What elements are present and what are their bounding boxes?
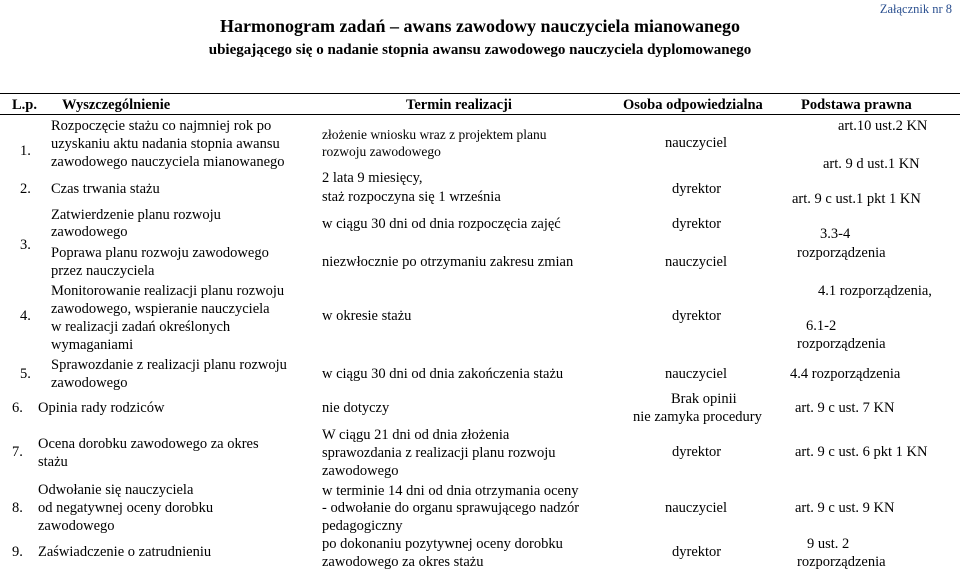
basis-text: rozporządzenia (797, 336, 886, 352)
column-header-basis: Podstawa prawna (801, 97, 912, 113)
header-bottom-border (0, 114, 960, 115)
row-number: 8. (12, 500, 23, 516)
column-header-person: Osoba odpowiedzialna (623, 97, 763, 113)
person-text: dyrektor (672, 444, 722, 460)
item-text: Rozpoczęcie stażu co najmniej rok po (51, 118, 272, 134)
row-number: 9. (12, 544, 23, 560)
item-text: Ocena dorobku zawodowego za okres (38, 436, 259, 452)
column-header-term: Termin realizacji (406, 97, 512, 113)
term-text: sprawozdania z realizacji planu rozwoju (322, 445, 556, 461)
item-text: Zaświadczenie o zatrudnieniu (38, 544, 212, 560)
basis-text: art. 9 c ust.1 pkt 1 KN (792, 191, 921, 207)
item-text: Poprawa planu rozwoju zawodowego (51, 245, 269, 261)
row-number: 5. (20, 366, 31, 382)
term-text: pedagogiczny (322, 518, 403, 534)
attachment-label: Załącznik nr 8 (879, 2, 952, 16)
term-text: po dokonaniu pozytywnej oceny dorobku (322, 536, 563, 552)
page-subtitle: ubiegającego się o nadanie stopnia awansu zawodowego nauczyciela dyplomowanego (208, 42, 752, 58)
term-text: zawodowego za okres stażu (322, 554, 484, 570)
item-text: zawodowego, wspieranie nauczyciela (51, 301, 270, 317)
term-text: - odwołanie do organu sprawującego nadzór (322, 500, 580, 516)
basis-text: art. 9 c ust. 9 KN (795, 500, 895, 516)
item-text: stażu (38, 454, 68, 470)
column-header-lp: L.p. (12, 97, 37, 113)
basis-text: art. 9 c ust. 6 pkt 1 KN (795, 444, 928, 460)
person-text: Brak opinii (671, 391, 737, 407)
term-text: W ciągu 21 dni od dnia złożenia (322, 427, 510, 443)
person-text: nauczyciel (665, 500, 727, 516)
term-text: w ciągu 30 dni od dnia zakończenia stażu (322, 366, 564, 382)
person-text: nie zamyka procedury (633, 409, 762, 425)
term-text: nie dotyczy (322, 400, 390, 416)
term-text: w okresie stażu (322, 308, 412, 324)
person-text: nauczyciel (665, 254, 727, 270)
term-text: w ciągu 30 dni od dnia rozpoczęcia zajęć (322, 216, 561, 232)
item-text: Sprawozdanie z realizacji planu rozwoju (51, 357, 287, 373)
basis-text: 6.1-2 (806, 318, 837, 334)
basis-text: rozporządzenia (797, 245, 886, 261)
term-text: zawodowego (322, 463, 399, 479)
person-text: dyrektor (672, 544, 722, 560)
item-text: zawodowego (51, 375, 128, 391)
term-text: w terminie 14 dni od dnia otrzymania oceny (322, 483, 579, 499)
basis-text: 4.1 rozporządzenia, (818, 283, 932, 299)
item-text: Zatwierdzenie planu rozwoju (51, 207, 221, 223)
item-text: Odwołanie się nauczyciela (38, 482, 194, 498)
item-text: zawodowego nauczyciela mianowanego (51, 154, 285, 170)
basis-text: art. 9 c ust. 7 KN (795, 400, 895, 416)
basis-text: rozporządzenia (797, 554, 886, 570)
row-number: 4. (20, 308, 31, 324)
page-title: Harmonogram zadań – awans zawodowy nauczyciela mianowanego (220, 16, 740, 36)
person-text: nauczyciel (665, 135, 727, 151)
term-text: 2 lata 9 miesięcy, (322, 170, 423, 186)
row-number: 7. (12, 444, 23, 460)
item-text: zawodowego (51, 224, 128, 240)
basis-text: 4.4 rozporządzenia (790, 366, 901, 382)
row-number: 2. (20, 181, 31, 197)
item-text: w realizacji zadań określonych (51, 319, 231, 335)
term-text: niezwłocznie po otrzymaniu zakresu zmian (322, 254, 574, 270)
row-number: 1. (20, 143, 31, 159)
basis-text: 3.3-4 (820, 226, 851, 242)
basis-text: art. 9 d ust.1 KN (823, 156, 920, 172)
item-text: przez nauczyciela (51, 263, 155, 279)
person-text: dyrektor (672, 181, 722, 197)
item-text: od negatywnej oceny dorobku (38, 500, 214, 516)
item-text: uzyskaniu aktu nadania stopnia awansu (51, 136, 280, 152)
item-text: Monitorowanie realizacji planu rozwoju (51, 283, 285, 299)
item-text: zawodowego (38, 518, 115, 534)
item-text: Czas trwania stażu (51, 181, 160, 197)
person-text: dyrektor (672, 308, 722, 324)
person-text: nauczyciel (665, 366, 727, 382)
item-text: Opinia rady rodziców (38, 400, 165, 416)
person-text: dyrektor (672, 216, 722, 232)
item-text: wymaganiami (51, 337, 134, 353)
column-header-item: Wyszczególnienie (62, 97, 171, 113)
term-text: rozwoju zawodowego (322, 144, 441, 159)
term-text: złożenie wniosku wraz z projektem planu (322, 127, 547, 142)
basis-text: 9 ust. 2 (807, 536, 850, 552)
basis-text: art.10 ust.2 KN (838, 118, 928, 134)
row-number: 6. (12, 400, 23, 416)
table-top-border (0, 93, 960, 94)
row-number: 3. (20, 237, 31, 253)
term-text: staż rozpoczyna się 1 września (322, 189, 501, 205)
